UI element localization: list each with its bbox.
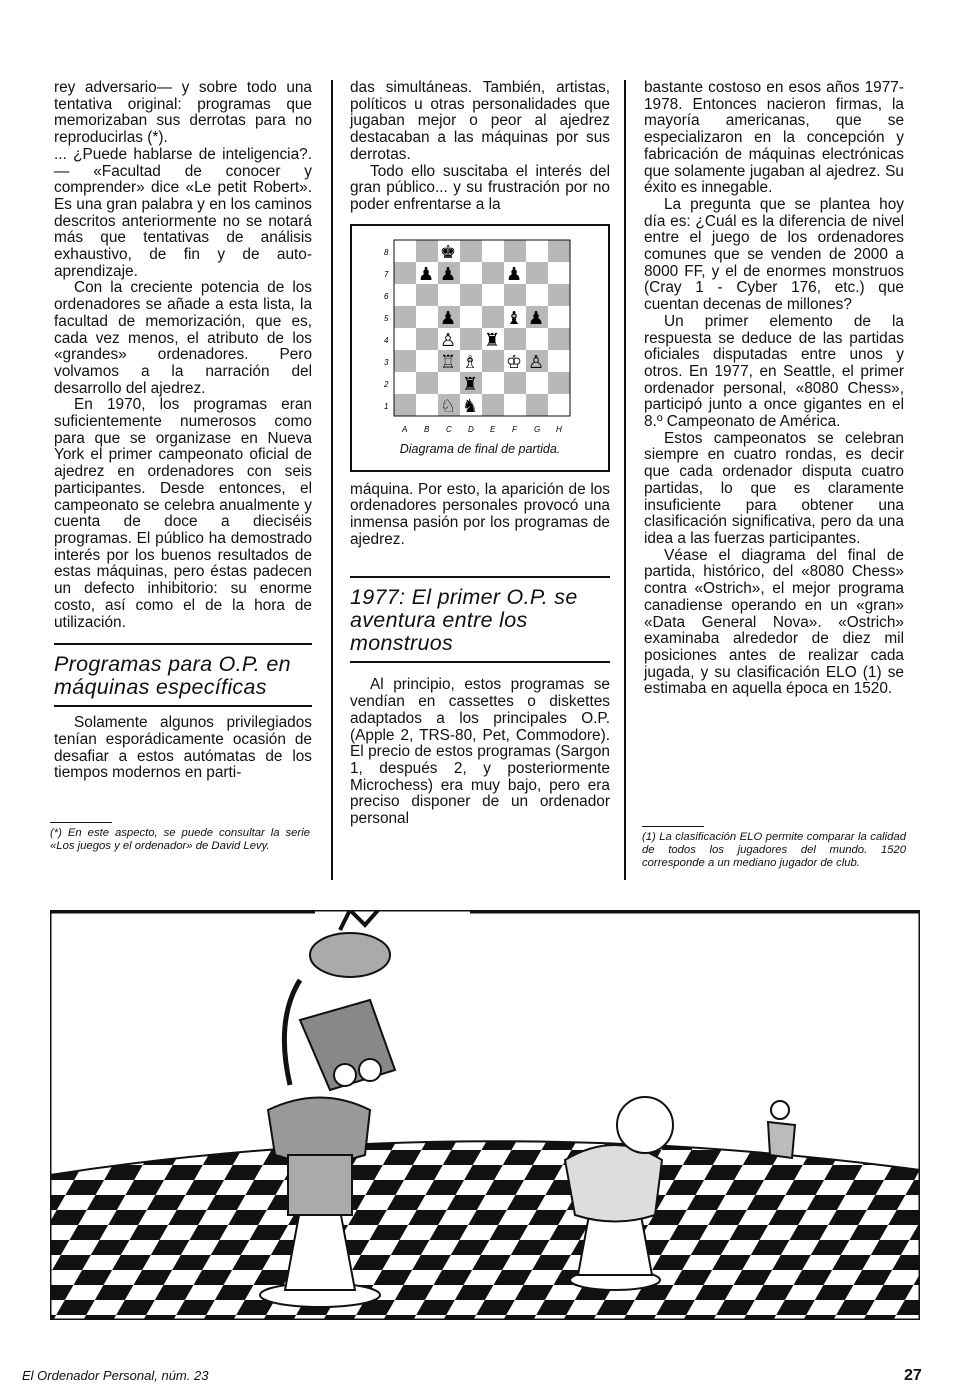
board-square	[394, 394, 416, 416]
board-square	[438, 284, 460, 306]
chess-piece: ♟	[440, 307, 457, 329]
footnote-rule	[642, 826, 704, 827]
file-label: A	[402, 424, 408, 434]
section-heading: 1977: El primer O.P. se aventura entre los monstruos	[350, 576, 610, 663]
board-square	[394, 350, 416, 372]
chess-piece: ♗	[462, 351, 479, 373]
footnote	[50, 822, 310, 853]
paragraph: Todo ello suscitaba el interés del gran público... y su frustración por no poder enfrentarse a la	[350, 162, 610, 213]
board-square	[548, 284, 570, 306]
board-square	[394, 262, 416, 284]
chess-piece: ♚	[440, 241, 457, 263]
file-label: F	[512, 424, 517, 434]
board-square	[504, 394, 526, 416]
paragraph: rey adversario— y sobre todo una tentativa original: programas que memorizaban sus derrotas para no reproducirlas (*).	[54, 79, 312, 147]
footnote-text: (*) En este aspecto, se puede consultar la serie «Los juegos y el ordenador» de David Levy.	[50, 827, 310, 852]
file-label: D	[468, 424, 474, 434]
chess-piece: ♜	[462, 373, 479, 395]
rank-label: 1	[384, 401, 389, 411]
chess-piece: ♟	[528, 307, 545, 329]
board-square	[482, 284, 504, 306]
board-square	[548, 394, 570, 416]
board-square	[548, 240, 570, 262]
paragraph: Al principio, estos programas se vendían en cassettes o diskettes adaptados a los principales O.P. (Apple 2, TRS-80, Pet, Commodore). El precio de estos programas (Sargon 1, después 2, y posteriormente Microchess) era muy bajo, pero era preciso disponer de un ordenador personal	[350, 676, 610, 828]
column-2	[350, 80, 610, 828]
paragraph: En 1970, los programas eran suficientemente numerosos como para que se organizase en Nueva York el primer campeonato oficial de ajedrez en ordenadores con seis participantes. Desde entonces, el campeonato se celebra anualmente y cuenta de doce a dieciséis programas. El público ha demostrado interés por los buenos resultados de estas máquinas, pero éstas padecen un defecto inhibitorio: su enorme costo, así como el de la hora de utilización.	[54, 396, 312, 631]
board-square	[526, 394, 548, 416]
rank-label: 5	[384, 313, 389, 323]
board-square	[526, 240, 548, 262]
rank-label: 2	[384, 379, 389, 389]
file-label: H	[556, 424, 562, 434]
board-square	[460, 284, 482, 306]
board-square	[548, 306, 570, 328]
board-square	[460, 262, 482, 284]
chess-piece: ♟	[506, 263, 523, 285]
board-square	[416, 350, 438, 372]
paragraph: máquina. Por esto, la aparición de los ordenadores personales provocó una inmensa pasión por los programas de ajedrez.	[350, 480, 610, 548]
board-square	[526, 284, 548, 306]
board-square	[460, 328, 482, 350]
file-label: C	[446, 424, 452, 434]
rank-label: 4	[384, 335, 389, 345]
file-label: G	[534, 424, 541, 434]
rank-label: 7	[384, 269, 389, 279]
paragraph: Solamente algunos privilegiados tenían esporádicamente ocasión de desafiar a estos autómatas de los tiempos modernos en parti-	[54, 714, 312, 782]
paragraph: bastante costoso en esos años 1977-1978. Entonces nacieron firmas, la mayoría americanas, que se especializaron en la concepción y fabricación de máquinas electrónicas que solamente jugaban al ajedrez. Su éxito es innegable.	[644, 79, 904, 197]
rank-label: 6	[384, 291, 389, 301]
board-square	[548, 350, 570, 372]
footnote-rule	[50, 822, 112, 823]
board-square	[394, 284, 416, 306]
board-square	[548, 372, 570, 394]
board-square	[504, 240, 526, 262]
column-divider	[624, 80, 626, 880]
chess-piece: ♙	[440, 329, 457, 351]
paragraph: Véase el diagrama del final de partida, histórico, del «8080 Chess» contra «Ostrich», el mejor programa canadiense operando en un «gran» «Data General Nova». «Ostrich» examinaba alrededor de diez mil posiciones antes de realizar cada jugada, y su clasificación ELO (1) se estimaba en aquella época en 1520.	[644, 546, 904, 698]
chess-board	[374, 236, 584, 436]
board-square	[460, 306, 482, 328]
board-square	[416, 394, 438, 416]
rank-label: 3	[384, 357, 389, 367]
paragraph: ... ¿Puede hablarse de inteligencia?.— «Facultad de conocer y comprender» dice «Le petit Robert». Es una gran palabra y en los caminos descritos anteriormente no se notará más que tentativas de análisis exhaustivo, de fin y de auto-aprendizaje.	[54, 145, 312, 280]
chess-piece: ♖	[440, 351, 457, 373]
chess-diagram	[350, 224, 610, 472]
footer-publication: El Ordenador Personal, núm. 23	[22, 1368, 209, 1383]
section-heading: Programas para O.P. en máquinas específicas	[54, 643, 312, 707]
board-square	[504, 372, 526, 394]
chess-piece: ♔	[506, 351, 523, 373]
board-square	[526, 328, 548, 350]
footnote-text: (1) La clasificación ELO permite comparar la calidad de todos los jugadores del mundo. 1520 corresponde a un mediano jugador de club.	[642, 831, 906, 869]
chess-piece: ♞	[462, 395, 479, 417]
column-divider	[331, 80, 333, 880]
board-square	[526, 372, 548, 394]
paragraph: Estos campeonatos se celebran siempre en cuatro rondas, es decir que cada ordenador disputa cuatro partidas, lo que es claramente insuficiente para obtener una clasificación significativa, pero da una idea a las fuerzas participantes.	[644, 429, 904, 547]
board-square	[482, 262, 504, 284]
board-square	[416, 284, 438, 306]
board-square	[416, 240, 438, 262]
column-3	[644, 80, 904, 698]
board-square	[394, 240, 416, 262]
paragraph: Un primer elemento de la respuesta se deduce de las partidas oficiales disputadas entre unos y otros. En 1977, en Seattle, el primer ordenador personal, «8080 Chess», participó junto a once gigantes en el 8.º Campeonato de América.	[644, 312, 904, 431]
board-square	[460, 240, 482, 262]
chess-piece: ♝	[506, 307, 523, 329]
board-square	[416, 372, 438, 394]
board-square	[548, 328, 570, 350]
footnote	[642, 826, 906, 870]
chess-piece: ♜	[484, 329, 501, 351]
board-square	[482, 394, 504, 416]
file-label: B	[424, 424, 430, 434]
board-square	[482, 240, 504, 262]
board-square	[438, 372, 460, 394]
rank-label: 8	[384, 247, 389, 257]
board-square	[416, 328, 438, 350]
chess-piece: ♟	[440, 263, 457, 285]
column-1	[54, 80, 312, 782]
file-label: E	[490, 424, 496, 434]
board-square	[482, 372, 504, 394]
board-square	[482, 350, 504, 372]
board-square	[504, 328, 526, 350]
chess-piece: ♙	[528, 351, 545, 373]
board-square	[548, 262, 570, 284]
paragraph: Con la creciente potencia de los ordenadores se añade a esta lista, la facultad de memorización, que es, cada vez menos, el atributo de los «grandes» ordenadores. Pero volvamos a la narración del desarrollo del ajedrez.	[54, 279, 312, 397]
board-square	[394, 372, 416, 394]
page-number: 27	[904, 1367, 922, 1384]
board-square	[504, 284, 526, 306]
diagram-caption: Diagrama de final de partida.	[399, 441, 561, 456]
paragraph: La pregunta que se plantea hoy día es: ¿Cuál es la diferencia de nivel entre el juego de los ordenadores comunes que se venden de 2000 a 8000 FF, y el de enormes monstruos (Cray 1 - Cyber 176, etc.) que cuentan decenas de millones?	[644, 195, 904, 314]
chess-piece: ♘	[440, 395, 457, 417]
board-square	[394, 306, 416, 328]
paragraph: das simultáneas. También, artistas, políticos u otras personalidades que jugaban mejor o peor al ajedrez destacaban a las máquinas por sus derrotas.	[350, 79, 610, 163]
chess-cartoon-illustration	[50, 910, 920, 1320]
board-square	[526, 262, 548, 284]
board-square	[482, 306, 504, 328]
board-square	[394, 328, 416, 350]
chess-piece: ♟	[418, 263, 435, 285]
board-square	[416, 306, 438, 328]
